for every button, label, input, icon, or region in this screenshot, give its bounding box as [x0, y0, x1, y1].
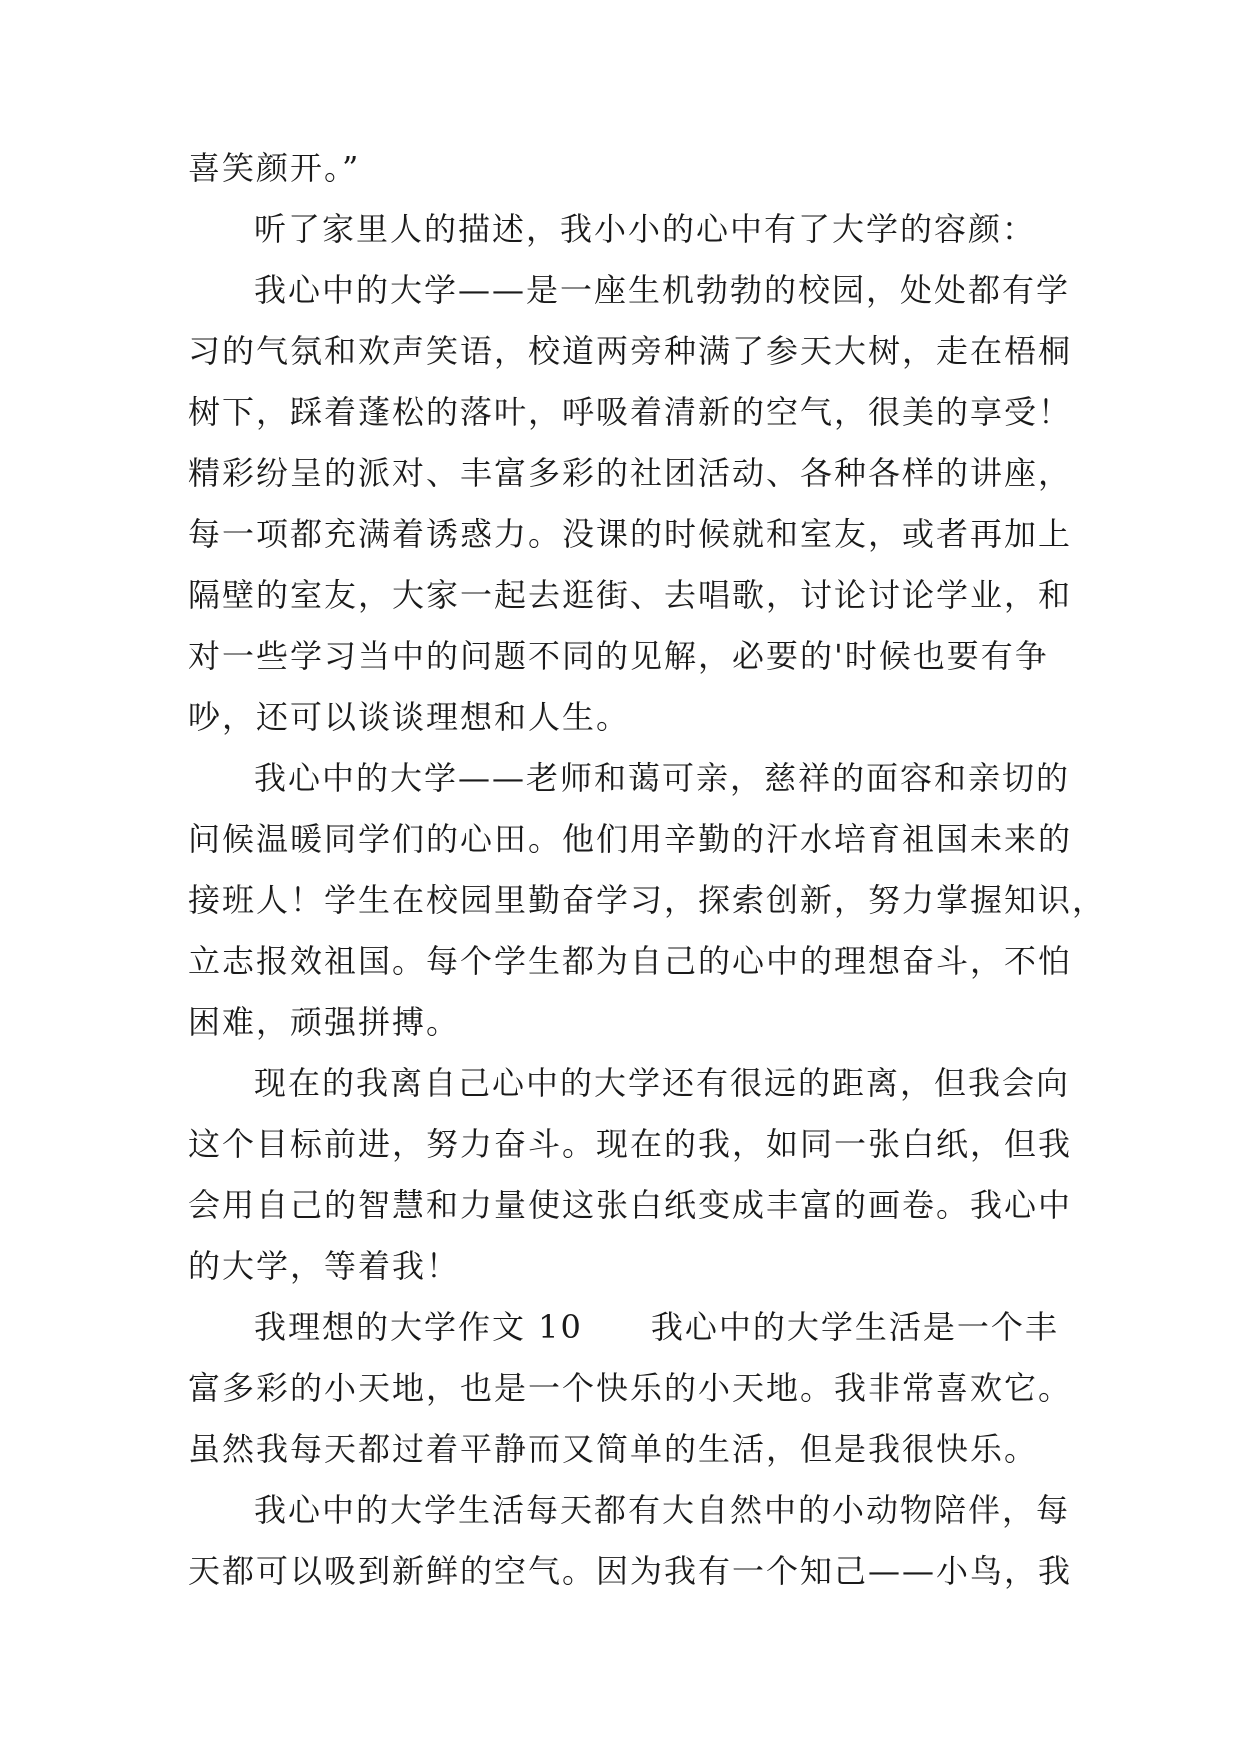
- text-line: 习的气氛和欢声笑语，校道两旁种满了参天大树，走在梧桐: [188, 332, 1073, 370]
- text-line: 问候温暖同学们的心田。他们用辛勤的汗水培育祖国未来的: [188, 820, 1073, 858]
- text-line: 接班人！学生在校园里勤奋学习，探索创新，努力掌握知识，: [188, 881, 1107, 919]
- text-line: 听了家里人的描述，我小小的心中有了大学的容颜：: [254, 210, 1037, 248]
- text-line: 每一项都充满着诱惑力。没课的时候就和室友，或者再加上: [188, 515, 1073, 553]
- text-line: 现在的我离自己心中的大学还有很远的距离，但我会向: [254, 1064, 1071, 1102]
- text-line: 立志报效祖国。每个学生都为自己的心中的理想奋斗，不怕: [188, 942, 1073, 980]
- text-line: 树下，踩着蓬松的落叶，呼吸着清新的空气，很美的享受！: [188, 393, 1073, 431]
- text-line: 我心中的大学生活每天都有大自然中的小动物陪伴，每: [254, 1491, 1071, 1529]
- text-line: 隔壁的室友，大家一起去逛街、去唱歌，讨论讨论学业，和: [188, 576, 1073, 614]
- text-line: 会用自己的智慧和力量使这张白纸变成丰富的画卷。我心中: [188, 1186, 1073, 1224]
- text-line: 喜笑颜开。”: [188, 149, 361, 187]
- text-line: 精彩纷呈的派对、丰富多彩的社团活动、各种各样的讲座，: [188, 454, 1073, 492]
- text-line: 吵，还可以谈谈理想和人生。: [188, 698, 631, 736]
- text-line: 我理想的大学作文 10 我心中的大学生活是一个丰: [254, 1308, 1059, 1346]
- text-line: 我心中的大学——老师和蔼可亲，慈祥的面容和亲切的: [254, 759, 1071, 797]
- text-line: 我心中的大学——是一座生机勃勃的校园，处处都有学: [254, 271, 1071, 309]
- text-line: 天都可以吸到新鲜的空气。因为我有一个知己——小鸟，我: [188, 1552, 1073, 1590]
- text-line: 虽然我每天都过着平静而又简单的生活，但是我很快乐。: [188, 1430, 1039, 1468]
- text-line: 困难，顽强拼搏。: [188, 1003, 461, 1041]
- text-line: 这个目标前进，努力奋斗。现在的我，如同一张白纸，但我: [188, 1125, 1073, 1163]
- text-line: 的大学，等着我！: [188, 1247, 461, 1285]
- text-line: 富多彩的小天地，也是一个快乐的小天地。我非常喜欢它。: [188, 1369, 1073, 1407]
- text-line: 对一些学习当中的问题不同的见解，必要的'时候也要有争: [188, 637, 1049, 675]
